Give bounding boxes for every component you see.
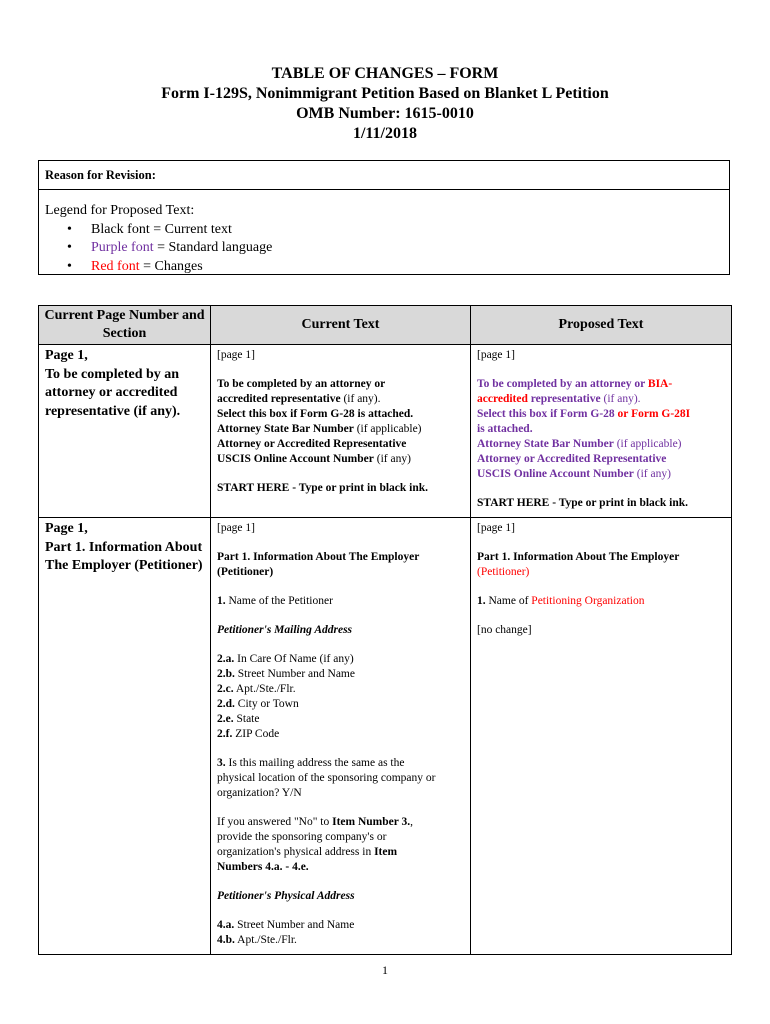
header-title: TABLE OF CHANGES – FORM bbox=[271, 65, 499, 82]
section-cell: Page 1, Part 1. Information About The Employer (Petitioner) bbox=[39, 518, 211, 955]
document-header bbox=[0, 64, 770, 144]
section-cell: Page 1, To be completed by an attorney or accredited representative (if any). bbox=[39, 345, 211, 518]
header-current-text: Current Text bbox=[211, 306, 471, 345]
header-proposed-text: Proposed Text bbox=[471, 306, 732, 345]
legend-item-black: • Black font = Current text bbox=[69, 221, 729, 240]
current-text-cell: [page 1] Part 1. Information About The Employer (Petitioner) 1. Name of the Petitioner Petitioner's Mailing Address 2.a. In Care Of Name (if any) 2.b. Street Number and Name 2.c. Apt./Ste./Flr. 2.d. City or Town 2.e. State 2.f. ZIP Code 3. Is this mailing address the same as the physical location of the sponsoring company or organization? Y/N If you answered "No" to Item Number 3., provide the sponsoring company's or organization's physical address in Item Numbers 4.a. - 4.e. Petitioner's Physical Address 4.a. Street Number and Name 4.b. Apt./Ste./Flr. bbox=[211, 518, 471, 955]
reason-label: Reason for Revision: bbox=[39, 161, 729, 190]
changes-table bbox=[38, 305, 732, 955]
legend-item-red: • Red font = Changes bbox=[69, 258, 729, 277]
header-date: 1/11/2018 bbox=[352, 125, 417, 142]
legend-item-purple: • Purple font = Standard language bbox=[69, 239, 729, 258]
proposed-text-cell: [page 1] To be completed by an attorney or BIA- accredited representative (if any). Select this box if Form G-28 or Form G-28I is attached. Attorney State Bar Number (if applicable) Attorney or Accredited Representative USCIS Online Account Number (if any) START HERE - Type or print in black ink. bbox=[471, 345, 732, 518]
table-row bbox=[39, 518, 732, 955]
page-number: 1 bbox=[382, 963, 388, 977]
legend-list bbox=[45, 221, 729, 277]
table-header-row bbox=[39, 306, 732, 345]
reason-box bbox=[38, 160, 730, 275]
table-row bbox=[39, 345, 732, 518]
current-text-cell: [page 1] To be completed by an attorney or accredited representative (if any). Select this box if Form G-28 is attached. Attorney State Bar Number (if applicable) Attorney or Accredited Representative USCIS Online Account Number (if any) START HERE - Type or print in black ink. bbox=[211, 345, 471, 518]
header-form-name: Form I-129S, Nonimmigrant Petition Based on Blanket L Petition bbox=[161, 85, 609, 102]
proposed-text-cell: [page 1] Part 1. Information About The Employer (Petitioner) 1. Name of Petitioning Organization [no change] bbox=[471, 518, 732, 955]
header-omb-number: OMB Number: 1615-0010 bbox=[296, 105, 474, 122]
legend bbox=[39, 190, 729, 276]
legend-title: Legend for Proposed Text: bbox=[45, 203, 195, 218]
header-section: Current Page Number and Section bbox=[39, 306, 211, 345]
